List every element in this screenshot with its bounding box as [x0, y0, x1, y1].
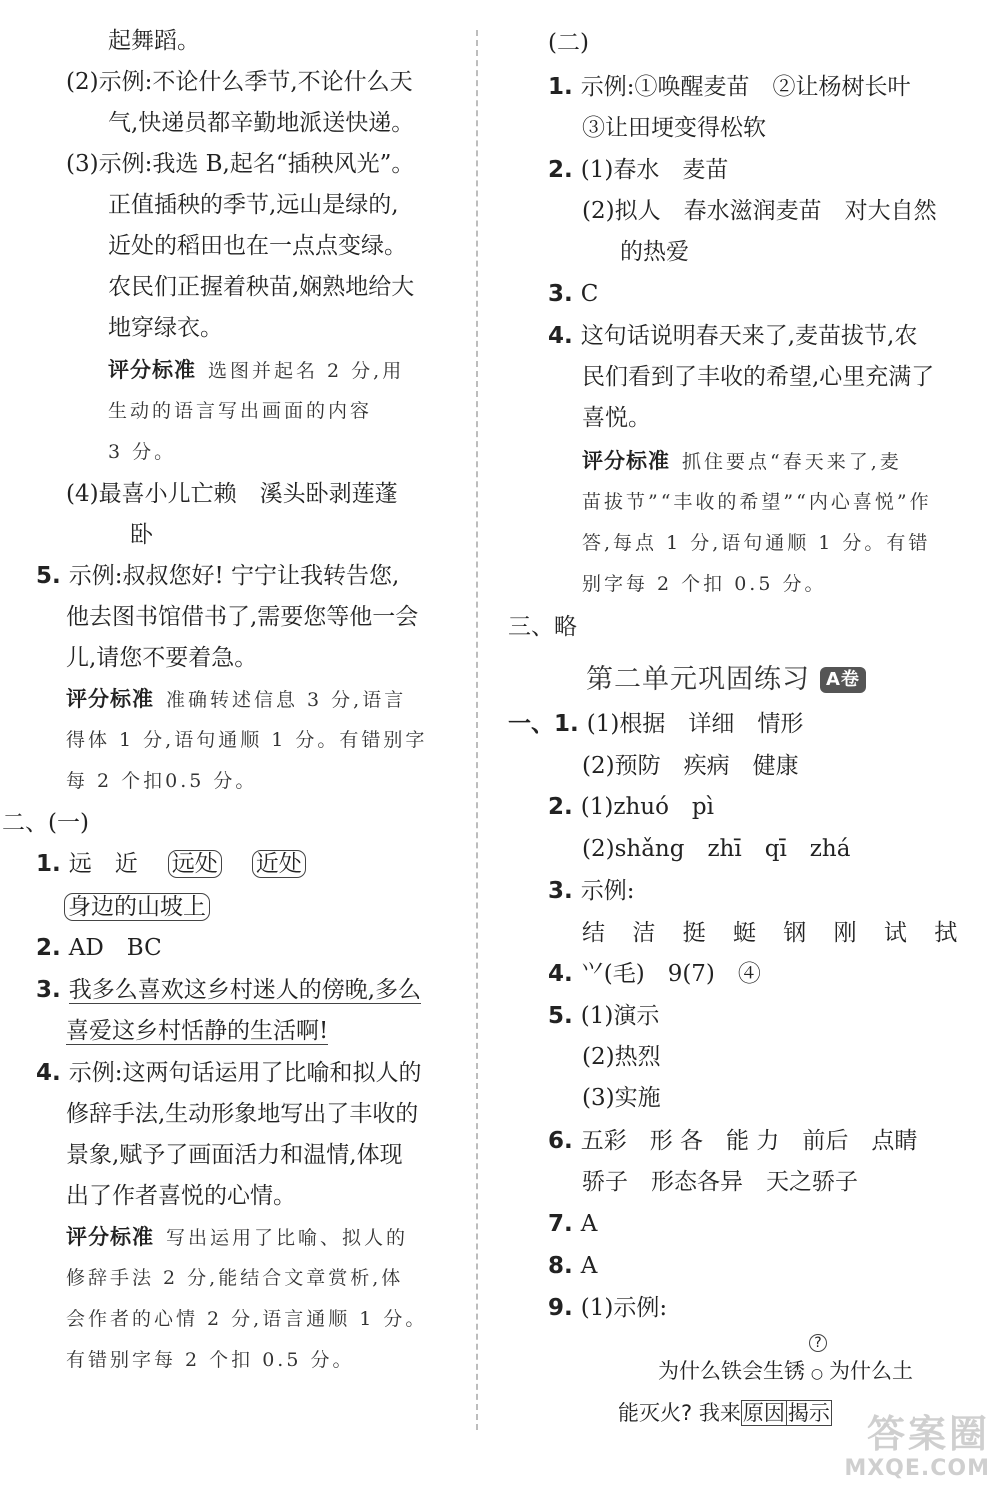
answer-line: ③让田埂变得松软 — [582, 115, 766, 141]
question-number: 3. — [548, 878, 573, 904]
scoring-line: 会作者的心情 2 分,语言通顺 1 分。 — [66, 1308, 428, 1330]
answer-line: 民们看到了丰收的希望,心里充满了 — [582, 364, 935, 390]
answer-line — [64, 892, 210, 922]
answer-line: (2)预防 疾病 健康 — [582, 753, 799, 779]
question-7: 7. A — [548, 1211, 598, 1237]
question-number: 2. — [36, 935, 61, 961]
answer-line: 正值插秧的季节,远山是绿的, — [108, 192, 399, 218]
scoring-criteria: 评分标准 选图并起名 2 分,用 — [108, 358, 405, 382]
answer-line — [66, 1016, 328, 1046]
scoring-line: 生动的语言写出画面的内容 — [108, 400, 373, 422]
scoring-line: 每 2 个扣0.5 分。 — [66, 770, 258, 792]
scoring-criteria: 评分标准 抓住要点“春天来了,麦 — [582, 449, 902, 473]
unit-badge: A卷 — [820, 667, 866, 693]
question-number: 4. — [548, 961, 573, 987]
insert-mark-icon: ○ — [810, 1366, 824, 1382]
question-3: 3. 示例: — [548, 878, 635, 904]
scoring-line: 别字每 2 个扣 0.5 分。 — [582, 573, 827, 595]
scoring-criteria: 评分标准 写出运用了比喻、拟人的 — [66, 1225, 409, 1249]
revision-sentence: 为什么铁会生锈 ? ○ 为什么土 — [658, 1335, 913, 1383]
question-number: 3. — [548, 281, 573, 307]
answer-line: 气,快递员都辛勤地派送快递。 — [108, 110, 415, 136]
answer-line: 卧 — [130, 522, 153, 548]
answer-line: 起舞蹈。 — [108, 28, 200, 54]
answer-line: (3)示例:我选 B,起名“插秧风光”。 — [66, 151, 415, 177]
question-9: 9. (1)示例: — [548, 1295, 668, 1321]
column-divider — [476, 30, 478, 1430]
boxed-answer: 远处 — [168, 850, 222, 878]
question-number: 7. — [548, 1211, 573, 1237]
question-number: 2. — [548, 794, 573, 820]
question-number: 2. — [548, 157, 573, 183]
watermark-url: MXQE.COM — [844, 1456, 990, 1481]
site-watermark — [800, 1412, 990, 1487]
underlined-sentence: 我多么喜欢这乡村迷人的傍晚,多么 — [68, 977, 422, 1003]
answer-line: (2)拟人 春水滋润麦苗 对大自然 — [582, 198, 937, 224]
answer-line: 农民们正握着秧苗,娴熟地给大 — [108, 274, 415, 300]
scoring-label: 评分标准 — [582, 449, 670, 473]
scoring-line: 3 分。 — [108, 441, 177, 463]
question-number: 4. — [548, 323, 573, 349]
boxed-answer: 近处 — [252, 850, 306, 878]
question-number: 一、1. — [508, 711, 579, 737]
answer-line: (2)shǎng zhī qī zhá — [582, 836, 851, 862]
question-2: 2. AD BC — [36, 935, 162, 961]
scoring-line: 苗拔节”“丰收的希望”“内心喜悦”作 — [582, 491, 932, 513]
scoring-line: 得体 1 分,语句通顺 1 分。有错别字 — [66, 729, 428, 751]
watermark-logo-text: 答案圈 — [866, 1412, 990, 1456]
question-4: 4. ⺍(毛) 9(7) ④ — [548, 961, 761, 987]
question-number: 4. — [36, 1060, 61, 1086]
answer-line: (2)示例:不论什么季节,不论什么天 — [66, 69, 413, 95]
answer-line: 修辞手法,生动形象地写出了丰收的 — [66, 1101, 419, 1127]
answer-line: 喜悦。 — [582, 405, 651, 431]
question-number: 8. — [548, 1253, 573, 1279]
scoring-label: 评分标准 — [66, 1225, 154, 1249]
answer-line: 出了作者喜悦的心情。 — [66, 1183, 296, 1209]
question-4: 4. 这句话说明春天来了,麦苗拔节,农 — [548, 323, 918, 349]
answer-line: 地穿绿衣。 — [108, 315, 223, 341]
question-1: 1. 示例:①唤醒麦苗 ②让杨树长叶 — [548, 74, 911, 100]
question-6: 6. 五彩 形 各 能 力 前后 点睛 — [548, 1128, 918, 1154]
section-heading: 二、(一) — [2, 810, 89, 836]
question-number: 1. — [36, 851, 61, 877]
answer-line: (2)热烈 — [582, 1044, 661, 1070]
scoring-line: 有错别字每 2 个扣 0.5 分。 — [66, 1349, 355, 1371]
scoring-label: 评分标准 — [108, 358, 196, 382]
question-2: 2. (1)zhuó pì — [548, 794, 714, 820]
question-1: 一、1. (1)根据 详细 情形 — [508, 711, 804, 737]
question-number: 3. — [36, 977, 61, 1003]
question-8: 8. A — [548, 1253, 598, 1279]
question-4: 4. 示例:这两句话运用了比喻和拟人的 — [36, 1060, 422, 1086]
question-3 — [36, 975, 421, 1005]
question-5: 5. 示例:叔叔您好! 宁宁让我转告您, — [36, 563, 400, 589]
answer-line: 的热爱 — [620, 239, 689, 265]
question-3: 3. C — [548, 281, 599, 307]
answer-line: 他去图书馆借书了,需要您等他一会 — [66, 604, 419, 630]
answer-line: (3)实施 — [582, 1085, 661, 1111]
scoring-criteria: 评分标准 准确转述信息 3 分,语言 — [66, 687, 407, 711]
question-number: 5. — [548, 1003, 573, 1029]
unit-title: 第二单元巩固练习 A卷 — [586, 657, 866, 696]
question-mark-annotation: ? — [809, 1334, 827, 1352]
character-list: 结 洁 挺 蜓 钢 刚 试 拭 — [582, 920, 958, 946]
answer-line: 近处的稻田也在一点点变绿。 — [108, 233, 407, 259]
scoring-line: 答,每点 1 分,语句通顺 1 分。有错 — [582, 532, 931, 554]
question-number: 5. — [36, 563, 61, 589]
underlined-sentence: 喜爱这乡村恬静的生活啊! — [66, 1018, 329, 1044]
scoring-line: 修辞手法 2 分,能结合文章赏析,体 — [66, 1267, 404, 1289]
subsection-heading: (二) — [548, 30, 589, 56]
question-2: 2. (1)春水 麦苗 — [548, 157, 729, 183]
question-1: 1. 远 近 远处 近处 — [36, 849, 306, 879]
scoring-label: 评分标准 — [66, 687, 154, 711]
question-5: 5. (1)演示 — [548, 1003, 660, 1029]
answer-line: 儿,请您不要着急。 — [66, 645, 258, 671]
question-number: 6. — [548, 1128, 573, 1154]
question-number: 1. — [548, 74, 573, 100]
answer-line: 骄子 形态各异 天之骄子 — [582, 1169, 858, 1195]
revision-sentence: 能灭火? 我来原因 揭示 — [618, 1401, 830, 1425]
section-heading: 三、略 — [508, 614, 577, 640]
answer-line: (4)最喜小儿亡赖 溪头卧剥莲蓬 — [66, 481, 398, 507]
question-number: 9. — [548, 1295, 573, 1321]
boxed-answer: 身边的山坡上 — [64, 893, 210, 921]
answer-line: 景象,赋予了画面活力和温情,体现 — [66, 1142, 403, 1168]
boxed-answer: 原因 — [742, 1401, 785, 1425]
boxed-answer: 揭示 — [787, 1401, 830, 1425]
